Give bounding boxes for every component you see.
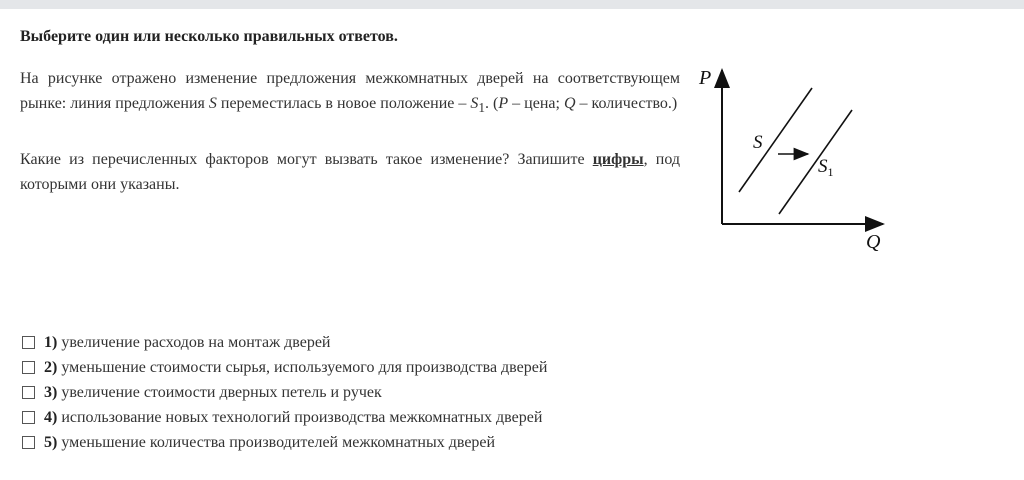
answer-number-2: 2) [44,358,58,376]
answer-checkbox-4[interactable] [22,411,35,424]
answer-checkbox-5[interactable] [22,436,35,449]
y-axis-label: P [699,67,712,89]
answer-text-2: уменьшение стоимости сырья, используемого для производства дверей [61,358,548,376]
answer-option-5[interactable] [22,430,547,455]
answer-text-4: использование новых технологий производства межкомнатных дверей [61,408,543,426]
x-axis-label: Q [866,231,881,253]
question-text [20,66,680,197]
top-strip [0,0,1024,9]
answer-number-1: 1) [44,333,58,351]
answer-option-4[interactable] [22,405,547,430]
answer-option-1[interactable] [22,330,547,355]
instruction-text: Выберите один или несколько правильных ответов. [20,28,398,45]
answer-text-1: увеличение расходов на монтаж дверей [61,333,331,351]
answer-option-2[interactable] [22,355,547,380]
answer-option-3[interactable] [22,380,547,405]
supply-shift-graph [690,60,900,260]
question-paragraph-2: Какие из перечисленных факторов могут вызвать такое изменение? Запишите цифры, под которыми они указаны. [20,151,681,194]
answer-text-3: увеличение стоимости дверных петель и ручек [61,383,382,401]
supply-line-s1-label: $S_1$ [818,156,834,179]
supply-line-s-label: S [753,132,763,153]
answer-checkbox-2[interactable] [22,361,35,374]
answer-checkbox-1[interactable] [22,336,35,349]
answer-text-5: уменьшение количества производителей межкомнатных дверей [61,433,496,451]
answer-number-5: 5) [44,433,58,451]
answer-number-4: 4) [44,408,58,426]
supply-line-s1 [779,110,852,214]
answer-options [22,330,547,455]
supply-line-s [739,88,812,192]
answer-number-3: 3) [44,383,58,401]
answer-checkbox-3[interactable] [22,386,35,399]
question-paragraph-1: На рисунке отражено изменение предложения межкомнатных дверей на соответствующем рынке: линия предложения S переместилась в новое положение – $S_1$. (P – цена; Q – количество.) [20,70,680,116]
